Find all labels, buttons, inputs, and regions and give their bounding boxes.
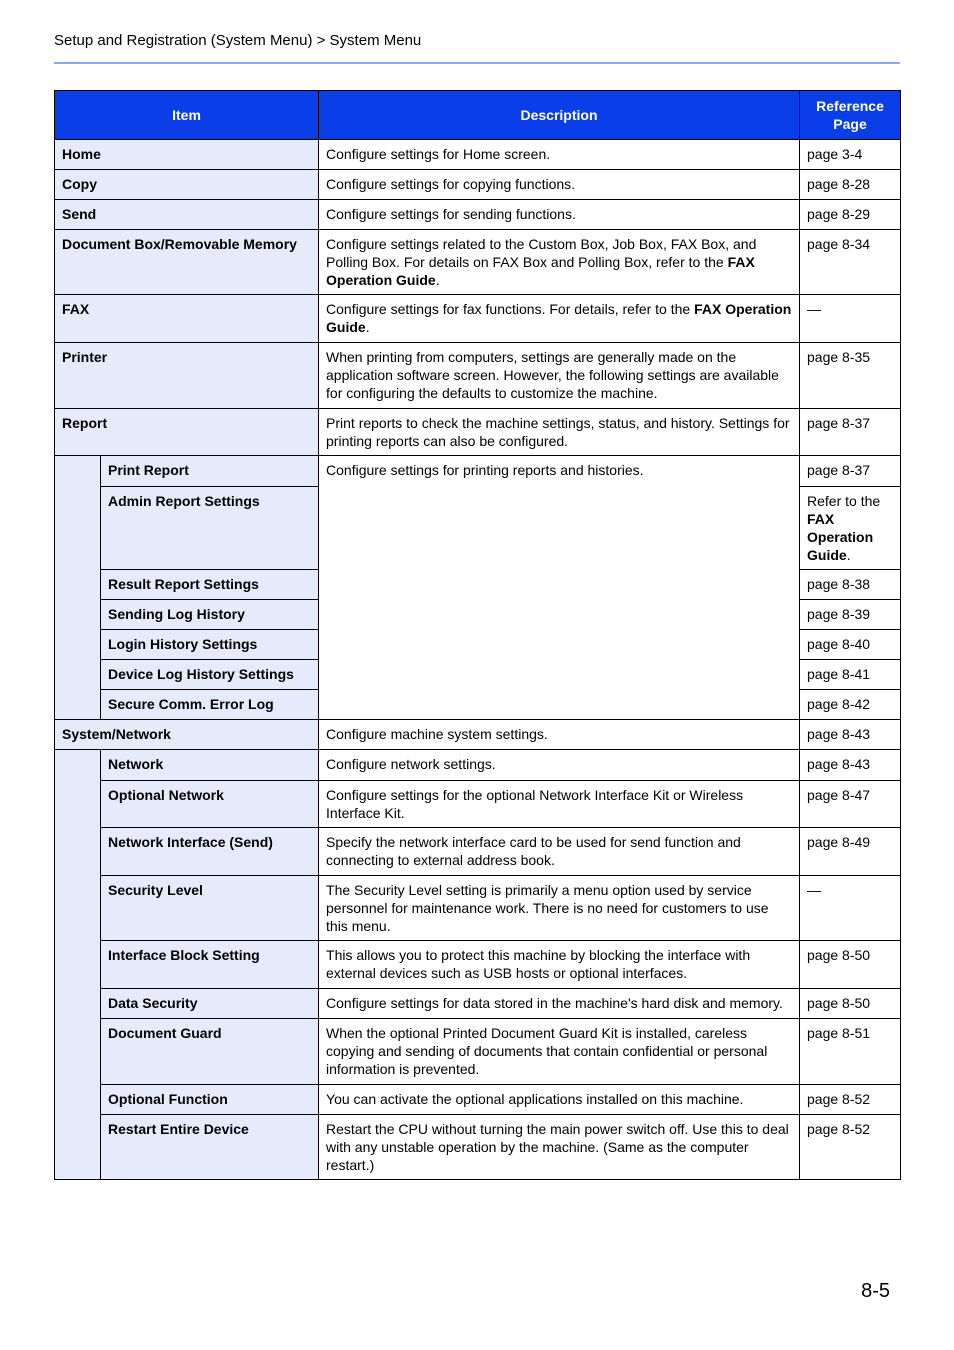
row-description — [319, 230, 800, 295]
row-item: Login History Settings — [101, 630, 319, 660]
desc-text: Configure settings for fax functions. For details, refer to the — [326, 301, 695, 317]
row-item: Optional Network — [101, 781, 319, 828]
table-header-row — [55, 91, 901, 140]
row-item: Interface Block Setting — [101, 941, 319, 989]
row-item: Security Level — [101, 876, 319, 941]
table-row — [55, 876, 901, 941]
row-description: This allows you to protect this machine by blocking the interface with external devices such as USB hosts or optional interfaces. — [319, 941, 800, 989]
row-item: Send — [55, 200, 319, 230]
row-description: Configure machine system settings. — [319, 720, 800, 750]
ref-period: . — [846, 547, 851, 563]
page-number: 8-5 — [861, 1280, 890, 1302]
row-description: Configure settings for Home screen. — [319, 140, 800, 170]
row-item: Report — [55, 409, 319, 456]
row-reference — [800, 487, 901, 570]
row-reference: page 8-41 — [800, 660, 901, 690]
row-item: Home — [55, 140, 319, 170]
table-row — [55, 828, 901, 876]
table-row — [55, 456, 901, 487]
row-reference: page 8-43 — [800, 750, 901, 781]
row-reference: page 8-35 — [800, 343, 901, 409]
table-row — [55, 140, 901, 170]
row-description: The Security Level setting is primarily a menu option used by service personnel for maintenance work. There is no need for customers to use this menu. — [319, 876, 800, 941]
row-item: FAX — [55, 295, 319, 343]
header-reference: Reference Page — [800, 91, 901, 140]
row-reference: page 8-38 — [800, 570, 901, 600]
row-item: Document Guard — [101, 1019, 319, 1085]
indent-spacer — [55, 456, 101, 720]
row-reference: page 8-29 — [800, 200, 901, 230]
row-description: Print reports to check the machine settings, status, and history. Settings for printing reports can also be configured. — [319, 409, 800, 456]
row-item: Admin Report Settings — [101, 487, 319, 570]
row-reference: page 8-40 — [800, 630, 901, 660]
table-row — [55, 1019, 901, 1085]
table-row — [55, 343, 901, 409]
table-row — [55, 720, 901, 750]
table-row — [55, 750, 901, 781]
row-reference: page 8-47 — [800, 781, 901, 828]
table-row — [55, 781, 901, 828]
row-description: Configure settings for the optional Network Interface Kit or Wireless Interface Kit. — [319, 781, 800, 828]
fax-guide-ref: FAX Operation Guide — [326, 254, 755, 288]
row-reference: page 8-28 — [800, 170, 901, 200]
row-item: Sending Log History — [101, 600, 319, 630]
row-item: Result Report Settings — [101, 570, 319, 600]
row-description: Configure settings for data stored in the machine's hard disk and memory. — [319, 989, 800, 1019]
table-row — [55, 989, 901, 1019]
row-reference: page 8-39 — [800, 600, 901, 630]
table-row — [55, 200, 901, 230]
header-divider — [54, 62, 900, 64]
table-row — [55, 409, 901, 456]
row-description: When printing from computers, settings are generally made on the application software screen. However, the following settings are available for configuring the defaults to customize the machine. — [319, 343, 800, 409]
row-description — [319, 295, 800, 343]
header-item: Item — [55, 91, 319, 140]
row-description: Configure network settings. — [319, 750, 800, 781]
row-item: System/Network — [55, 720, 319, 750]
row-reference: page 8-43 — [800, 720, 901, 750]
row-item: Restart Entire Device — [101, 1115, 319, 1180]
row-reference: page 3-4 — [800, 140, 901, 170]
fax-guide-ref: FAX Operation Guide — [807, 511, 874, 563]
table-row — [55, 230, 901, 295]
header-description: Description — [319, 91, 800, 140]
table-row — [55, 295, 901, 343]
row-item: Network Interface (Send) — [101, 828, 319, 876]
table-row — [55, 941, 901, 989]
row-reference: page 8-34 — [800, 230, 901, 295]
row-reference: page 8-52 — [800, 1115, 901, 1180]
row-item: Secure Comm. Error Log — [101, 690, 319, 720]
desc-period: . — [435, 272, 440, 288]
ref-text: Refer to the — [807, 493, 881, 509]
system-menu-table — [54, 90, 901, 1180]
row-description: Configure settings for copying functions. — [319, 170, 800, 200]
table-row — [55, 170, 901, 200]
row-description: Configure settings for printing reports and histories. — [319, 456, 800, 720]
row-reference: page 8-50 — [800, 989, 901, 1019]
row-item: Print Report — [101, 456, 319, 487]
row-item: Data Security — [101, 989, 319, 1019]
table-row — [55, 1085, 901, 1115]
row-description: You can activate the optional applications installed on this machine. — [319, 1085, 800, 1115]
row-reference: page 8-52 — [800, 1085, 901, 1115]
desc-period: . — [365, 319, 370, 335]
row-item: Printer — [55, 343, 319, 409]
desc-text: Configure settings related to the Custom Box, Job Box, FAX Box, and Polling Box. For details on FAX Box and Polling Box, refer to the — [326, 236, 757, 270]
row-reference: page 8-37 — [800, 409, 901, 456]
fax-guide-ref: FAX Operation Guide — [326, 301, 792, 335]
breadcrumb: Setup and Registration (System Menu) > System Menu — [54, 32, 422, 49]
row-item: Document Box/Removable Memory — [55, 230, 319, 295]
row-item: Device Log History Settings — [101, 660, 319, 690]
row-item: Optional Function — [101, 1085, 319, 1115]
row-reference: page 8-37 — [800, 456, 901, 487]
row-description: Restart the CPU without turning the main power switch off. Use this to deal with any unstable operation by the machine. (Same as the computer restart.) — [319, 1115, 800, 1180]
row-item: Copy — [55, 170, 319, 200]
row-description: Configure settings for sending functions. — [319, 200, 800, 230]
table-row — [55, 1115, 901, 1180]
row-reference: — — [800, 295, 901, 343]
row-description: Specify the network interface card to be used for send function and connecting to external address book. — [319, 828, 800, 876]
row-item: Network — [101, 750, 319, 781]
row-description: When the optional Printed Document Guard Kit is installed, careless copying and sending of documents that contain confidential or personal information is prevented. — [319, 1019, 800, 1085]
row-reference: page 8-50 — [800, 941, 901, 989]
row-reference: page 8-49 — [800, 828, 901, 876]
indent-spacer — [55, 750, 101, 1180]
row-reference: page 8-42 — [800, 690, 901, 720]
row-reference: — — [800, 876, 901, 941]
row-reference: page 8-51 — [800, 1019, 901, 1085]
